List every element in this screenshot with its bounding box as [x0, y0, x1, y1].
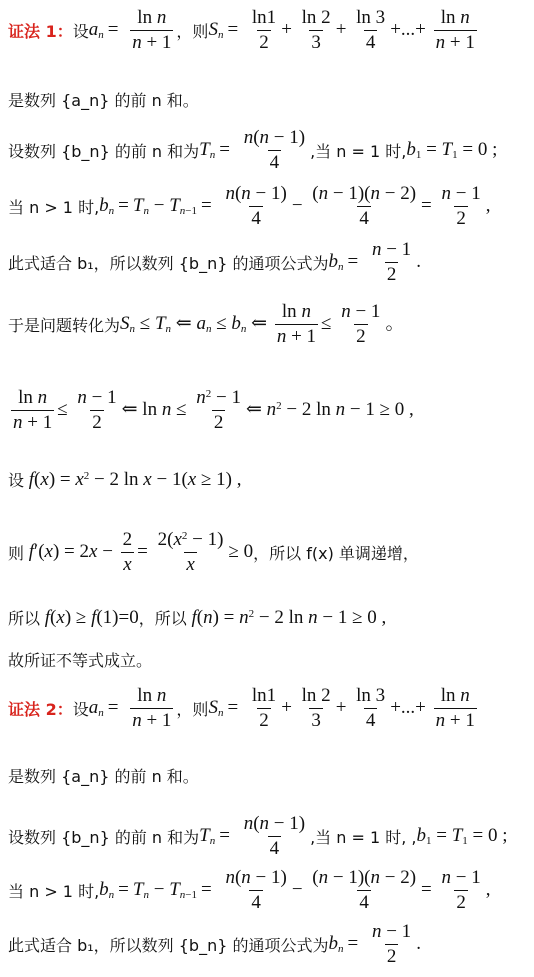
m2-formula-sn: $S_n$ = $\frac{\ln 1}{2}$ + $\frac{\ln 2}{3}$ + $\frac{\ln 3}{4}$ +...+ $\frac{\text{ln n}}{n + 1}$	[208, 685, 475, 731]
m1-line-partial-sum-note	[8, 88, 199, 111]
m1-line-inequality-chain	[8, 388, 414, 433]
m2-formula-b1: $b_1 = T_1 = 0$ ;	[416, 825, 508, 848]
m1-then-lead: 则	[8, 543, 25, 563]
m1-line-tn-definition	[8, 128, 497, 173]
m1-formula-bn-general: $b_n$ = $\frac{n - 1}{2}$ .	[328, 239, 421, 285]
method-2-label: 证法 2：	[8, 699, 73, 719]
m1-line-qed	[8, 648, 152, 671]
m1-qed-text: 故所证不等式成立。	[8, 651, 153, 670]
m1-formula-sn: $S_n$ = $\frac{\ln 1}{2}$ + $\frac{\ln 2}{3}$ + $\frac{\ln 3}{4}$ +...+ $\frac{\text{ln n}}{n + 1}$	[208, 7, 475, 53]
m1-formula-fn: $f(n) = n^2 - 2$ ln n − 1 ≥ 0 ,	[186, 606, 387, 628]
m2-line-an-definition	[8, 686, 480, 731]
m1-so-text-2: ，所以	[138, 609, 187, 628]
m1-tn-lead: 设数列 {b_n} 的前 n 和为	[8, 141, 200, 161]
m2-formula-an: $a_n$ = $\frac{\text{ln n}}{n + 1}$	[88, 685, 172, 731]
m1-then-text: ，则	[176, 21, 209, 41]
m1-formula-f: $f(x) = x^2 - 2$ ln x − 1(x ≥ 1) ,	[24, 468, 242, 490]
m1-transform-text: 于是问题转化为	[8, 315, 121, 335]
m1-line-an-definition	[8, 8, 480, 53]
m1-lead-text: 设	[72, 21, 89, 41]
m1-general-term-text: 此式适合 b₁，所以数列 {b_n} 的通项公式为	[8, 253, 329, 273]
m1-formula-derivative: f′(x) = 2x − $\frac{2}{x}$ = $\frac{2(x^2 - 1)}{x}$ ≥ 0	[24, 529, 254, 575]
m1-formula-transform: $S_n \le T_n$ ⇐ $a_n \le b_n$ ⇐ $\frac{\text{ln n}}{n + 1}$ ≤ $\frac{n - 1}{2}$ 。	[120, 301, 405, 347]
m2-lead-text: 设	[72, 699, 89, 719]
method-1-label: 证法 1：	[8, 21, 73, 41]
m2-when-n-gt1-text: 当 n > 1 时,	[8, 881, 100, 901]
m2-line-bn-general	[8, 922, 421, 967]
m1-formula-bn: $b_n = T_n - T_{n-1}$ = $\frac{n(n - 1)}{4}$ − $\frac{(n - 1)(n - 2)}{4}$ = $\frac{n - 1}{2}$ ,	[99, 183, 491, 229]
m1-when-n-gt1-text: 当 n > 1 时,	[8, 197, 100, 217]
m2-general-term-text: 此式适合 b₁，所以数列 {b_n} 的通项公式为	[8, 935, 329, 955]
m2-when-n1-text: ,当 n = 1 时, ,	[310, 827, 417, 847]
m1-line-derivative	[8, 530, 419, 575]
m2-formula-bn: $b_n = T_n - T_{n-1}$ = $\frac{n(n - 1)}{4}$ − $\frac{(n - 1)(n - 2)}{4}$ = $\frac{n - 1}{2}$ ,	[99, 867, 491, 913]
m1-formula-f-ge: f(x) ≥ f(1)=0	[40, 606, 139, 628]
m1-formula-an: $a_n$ = $\frac{\text{ln n}}{n + 1}$	[88, 7, 172, 53]
m1-line-bn-general	[8, 240, 421, 285]
m1-formula-tn: $T_n$ = $\frac{n(n - 1)}{4}$	[199, 127, 306, 173]
m1-formula-b1: $b_1 = T_1 = 0$ ;	[406, 139, 498, 162]
m2-line-bn-derivation	[8, 868, 490, 913]
m2-formula-tn: $T_n$ = $\frac{n(n - 1)}{4}$	[199, 813, 306, 859]
m1-when-n1-text: ,当 n = 1 时,	[310, 141, 407, 161]
m1-line-define-f	[8, 468, 241, 491]
m1-formula-chain: $\frac{\text{ln n}}{n + 1}$ ≤ $\frac{n - 1}{2}$ ⇐ ln n ≤ $\frac{n^2 - 1}{2}$ ⇐ $n^2 - 2$ ln n − 1 ≥ 0 ,	[13, 387, 414, 433]
m2-formula-bn-general: $b_n$ = $\frac{n - 1}{2}$ .	[328, 921, 421, 967]
m1-let-text: 设	[8, 471, 25, 490]
m1-partial-sum-text: 是数列 {a_n} 的前 n 和。	[8, 91, 199, 110]
m2-partial-sum-text: 是数列 {a_n} 的前 n 和。	[8, 767, 199, 786]
m2-line-tn-definition	[8, 814, 508, 859]
m1-line-bn-derivation	[8, 184, 490, 229]
m2-then-text: ，则	[176, 699, 209, 719]
m1-increasing-text: ，所以 f(x) 单调递增，	[253, 543, 419, 563]
m2-tn-lead: 设数列 {b_n} 的前 n 和为	[8, 827, 200, 847]
m1-so-text: 所以	[8, 609, 41, 628]
m2-line-partial-sum-note	[8, 764, 199, 787]
m1-line-conclusion-values	[8, 606, 386, 629]
m1-line-problem-transform	[8, 302, 404, 347]
